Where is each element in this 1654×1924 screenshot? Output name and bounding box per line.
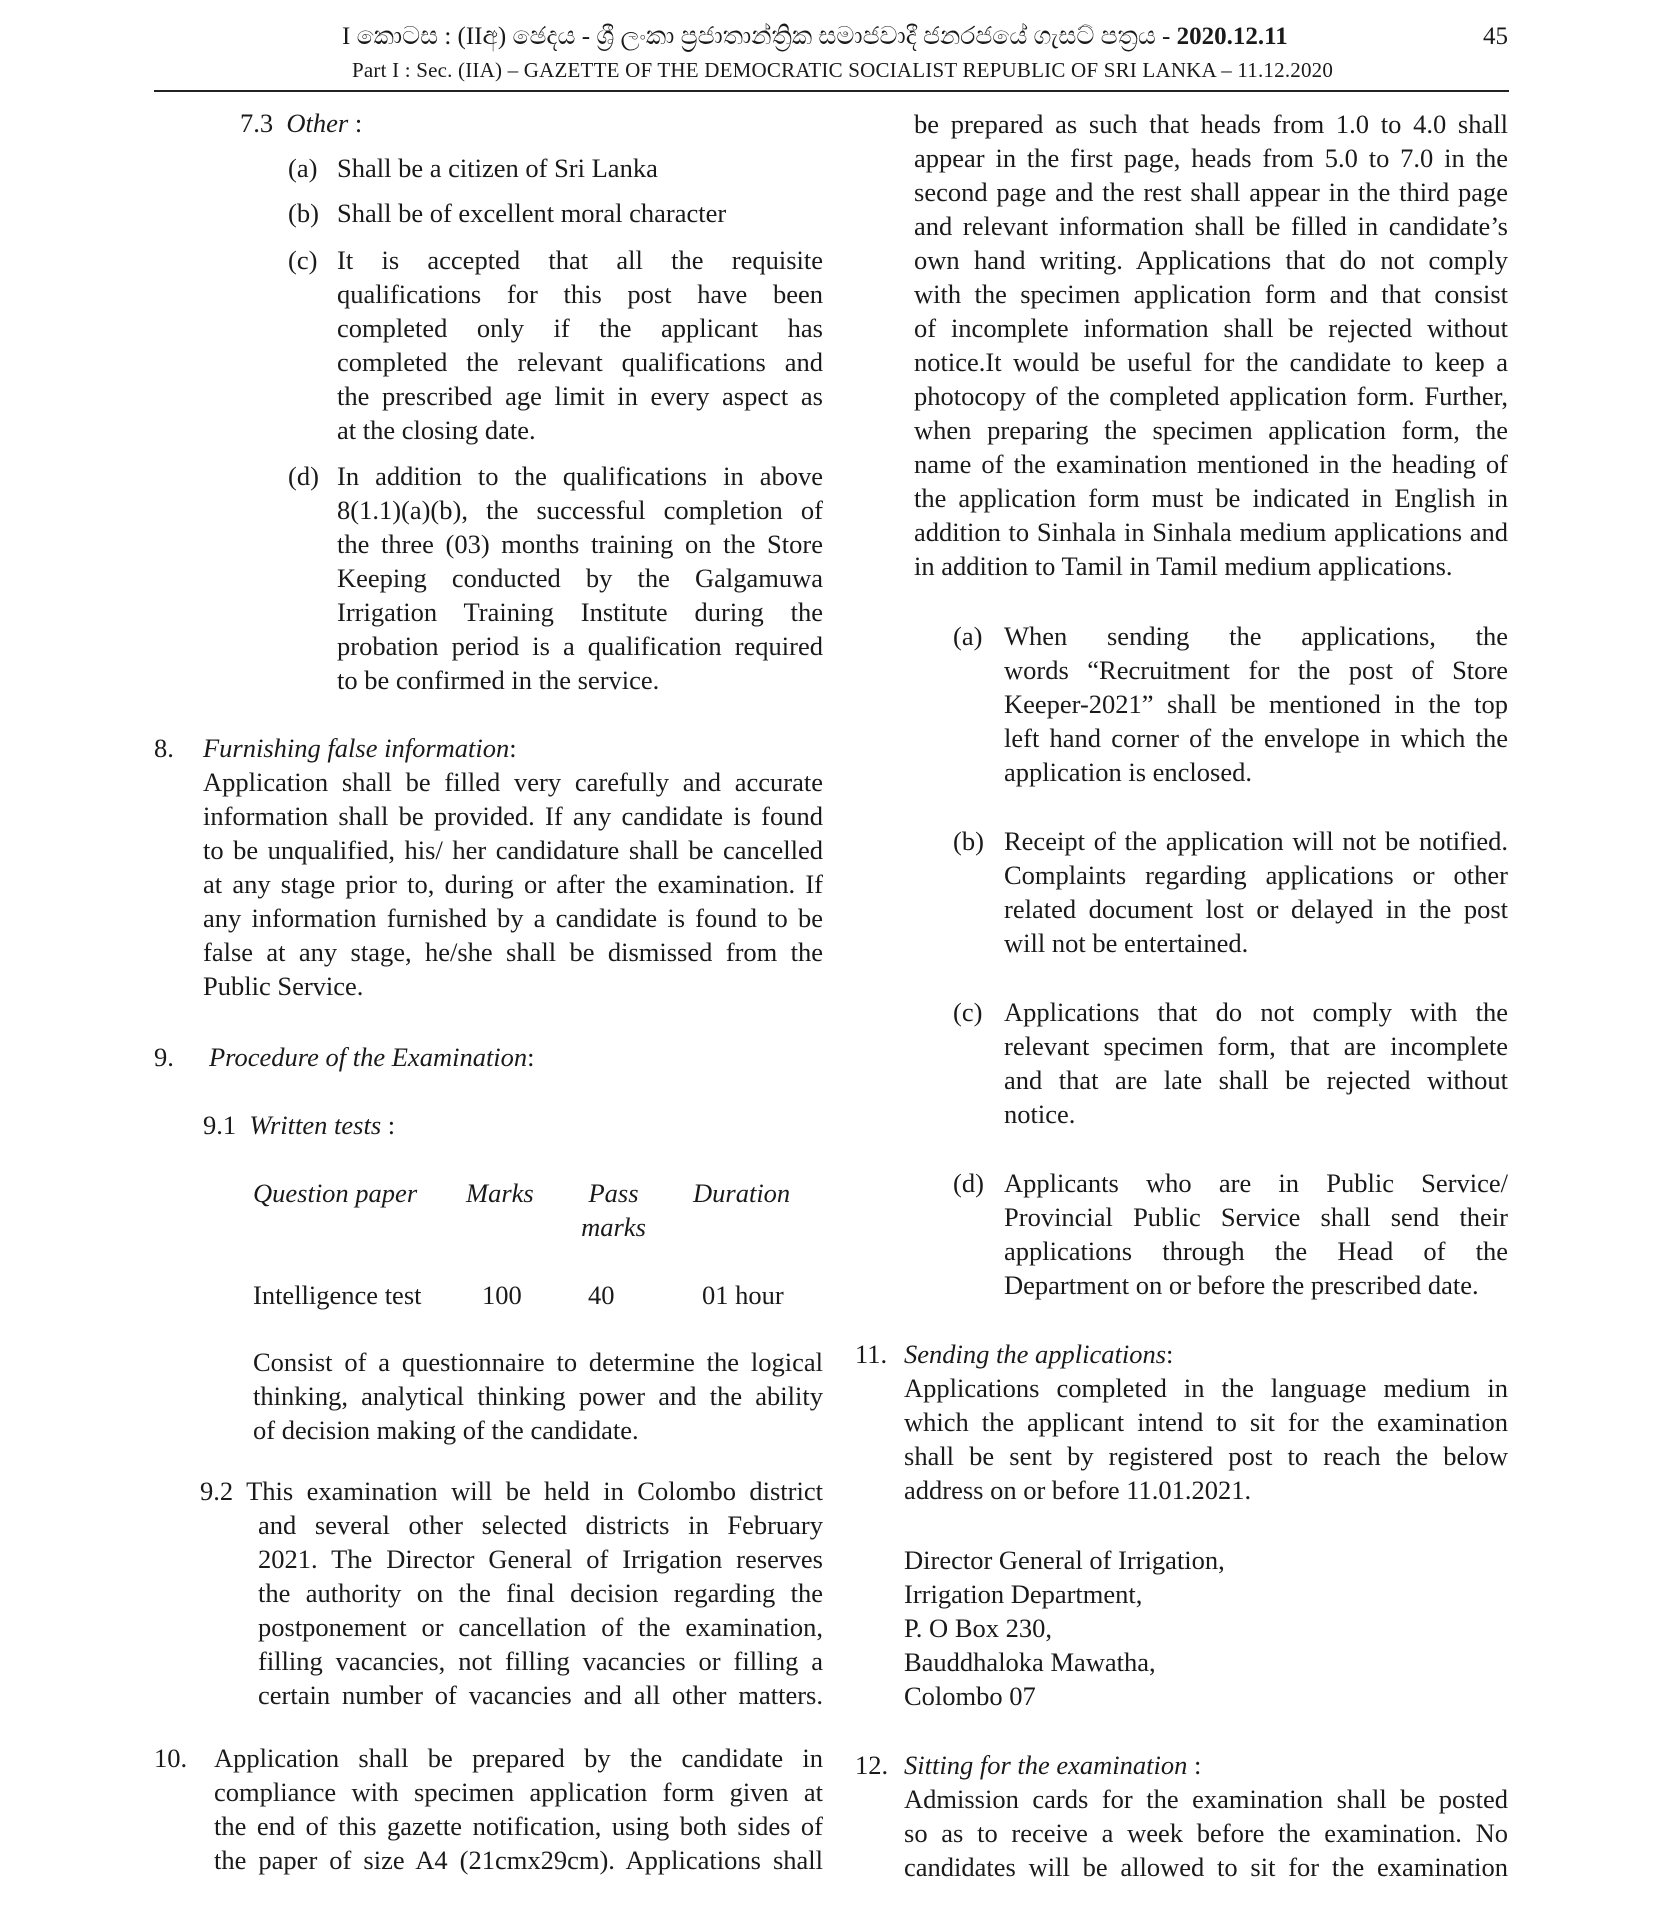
table-header-duration: Duration [693,1178,791,1208]
section-9-2: 9.2 This examination will be held in Colombo district and several other selected districts in February 2021. The Director General of Irrigation reserves the authority on the final decision regarding the postponement or cancellation of the examination, filling vacancies, not filling vacancies or filling a certain number of vacancies and all other matters. [200,1476,823,1710]
table-cell-duration: 01 hour [702,1280,784,1310]
section-11-number: 11. [855,1339,888,1369]
section-title: Other [286,108,349,138]
table-cell-question-paper: Intelligence test [253,1280,422,1310]
table-header-pass-marks: Pass marks [581,1178,646,1242]
item-label-d: (d) [288,461,319,491]
section-10-continued: be prepared as such that heads from 1.0 to 4.0 shall appear in the first page, heads from 5.0 to 7.0 in the second page and the rest shall appear in the third page and relevant information shall be filled in candidate’s own hand writing. Applications that do not comply with the specimen application form and that consist of incomplete information shall be rejected without notice.It would be useful for the candidate to keep a photocopy of the completed application form. Further, when preparing the specimen application form, the name of the examination mentioned in the heading of the application form must be indicated in English in addition to Sinhala in Sinhala medium applications and in addition to Tamil in Tamil medium applications. [914,109,1508,581]
item-10-a: When sending the applications, the words “Recruitment for the post of Store Keeper-2021” shall be mentioned in the top left hand corner of the envelope in which the application is enclosed. [1004,621,1508,787]
item-7-3-b: Shall be of excellent moral character [337,198,727,228]
item-7-3-d: In addition to the qualifications in above 8(1.1)(a)(b), the successful completion of the three (03) months training on the Store Keeping conducted by the Galgamuwa Irrigation Training Institute during the probation period is a qualification required to be confirmed in the service. [337,461,823,695]
section-12: Sitting for the examination : Admission cards for the examination shall be posted so as to receive a week before the examination. No candidates will be allowed to sit for the examination [904,1750,1508,1882]
section-10-number: 10. [154,1743,188,1773]
section-8: Furnishing false information: Application shall be filled very carefully and accurate information shall be provided. If any candidate is found to be unqualified, his/ her candidature shall be cancelled at any stage prior to, during or after the examination. If any information furnished by a candidate is found to be false at any stage, he/she shall be dismissed from the Public Service. [203,733,823,1001]
item-label-a: (a) [288,153,318,183]
section-title: Sitting for the examination [904,1750,1188,1780]
section-8-number: 8. [154,733,174,763]
item-label-a: (a) [953,621,983,651]
item-label-c: (c) [953,997,983,1027]
section-12-number: 12. [855,1750,889,1780]
item-7-3-c: It is accepted that all the requisite qualifications for this post have been completed only if the applicant has completed the relevant qualifications and the prescribed age limit in every aspect as at the closing date. [337,245,823,445]
section-11: Sending the applications: Applications completed in the language medium in which the applicant intend to sit for the examination shall be sent by registered post to reach the below address on or before 11.01.2021. [904,1339,1508,1505]
section-7-3-heading: 7.3 Other : [240,108,363,138]
section-9-1-heading: 9.1 Written tests : [203,1110,396,1140]
section-title: Written tests [249,1110,382,1140]
gazette-header-sinhala [342,20,1402,54]
section-9-heading: Procedure of the Examination: [209,1042,535,1072]
section-title: Procedure of the Examination [209,1042,528,1072]
item-label-d: (d) [953,1168,984,1198]
header-date: 2020.12.11 [1176,23,1288,50]
item-10-c: Applications that do not comply with the relevant specimen form, that are incomplete and that are late shall be rejected without notice. [1004,997,1508,1129]
item-10-d: Applicants who are in Public Service/ Provincial Public Service shall send their applications through the Head of the Department on or before the prescribed date. [1004,1168,1508,1300]
item-label-b: (b) [288,198,319,228]
section-title: Furnishing false information [203,733,510,763]
table-cell-pass-marks: 40 [588,1280,615,1310]
item-7-3-a: Shall be a citizen of Sri Lanka [337,153,658,183]
section-9-1-description: Consist of a questionnaire to determine the logical thinking, analytical thinking power and the ability of decision making of the candidate. [253,1347,823,1445]
item-10-b: Receipt of the application will not be notified. Complaints regarding applications or other related document lost or delayed in the post will not be entertained. [1004,826,1508,958]
gazette-header-english: Part I : Sec. (IIA) – GAZETTE OF THE DEMOCRATIC SOCIALIST REPUBLIC OF SRI LANKA – 11.12.2020 [352,58,1334,82]
item-label-b: (b) [953,826,984,856]
section-title: Sending the applications [904,1339,1167,1369]
page-number: 45 [1483,23,1508,50]
item-label-c: (c) [288,245,318,275]
table-header-question-paper: Question paper [253,1178,418,1208]
table-cell-marks: 100 [482,1280,522,1310]
section-10: Application shall be prepared by the candidate in compliance with specimen application form given at the end of this gazette notification, using both sides of the paper of size A4 (21cmx29cm). Applications shall [214,1743,823,1875]
section-9-number: 9. [154,1042,174,1072]
header-sinhala-text: I කොටස : (IIඅ) ඡෙදය - ශ්‍රී ලංකා ප්‍රජාතාන්ත්‍රික සමාජවාදී ජනරජයේ ගැසට් පත්‍රය - [342,23,1177,50]
postal-address: Director General of Irrigation, Irrigation Department, P. O Box 230, Bauddhaloka Mawatha, Colombo 07 [904,1545,1225,1711]
header-rule [154,90,1509,92]
table-header-marks: Marks [466,1178,534,1208]
